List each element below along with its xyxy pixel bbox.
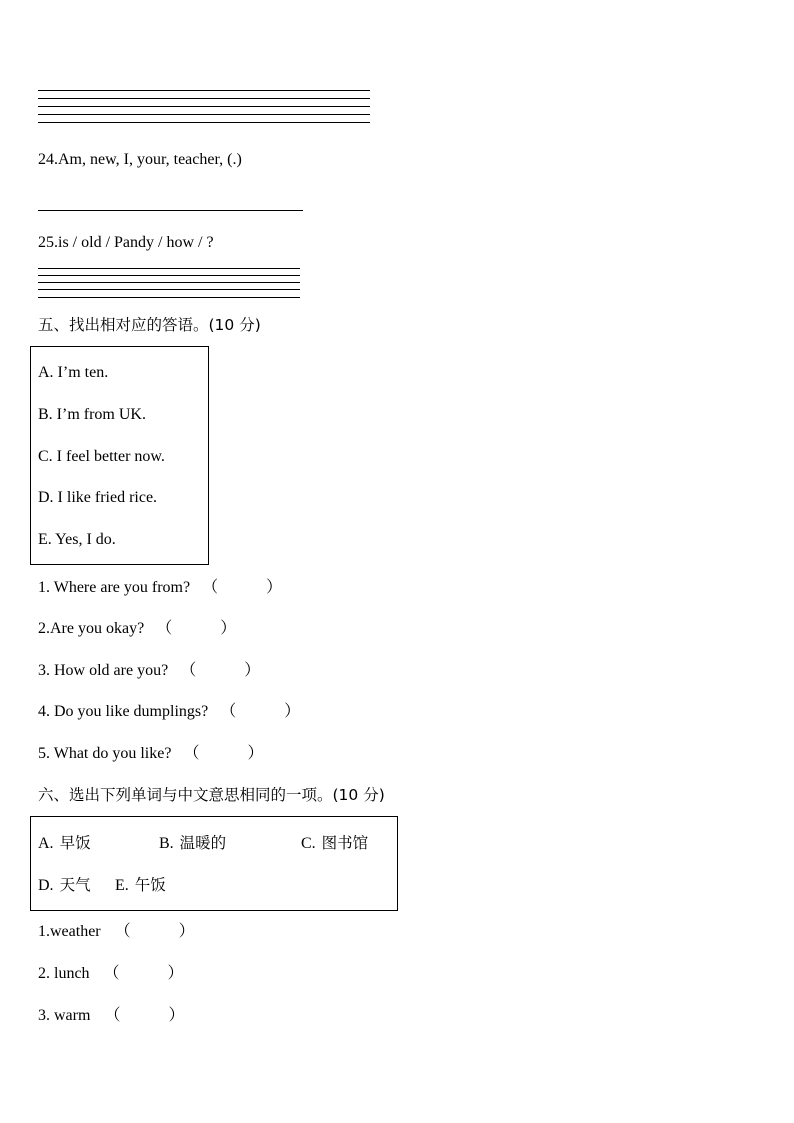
option-e: E. Yes, I do. [38, 531, 116, 548]
answer-line [38, 106, 370, 107]
answer-blank[interactable]: （ ） [183, 745, 264, 762]
answer-line [38, 289, 300, 290]
option-letter: A. [38, 835, 54, 852]
section-5-question-2 [38, 619, 236, 639]
option-meaning: 天气 [59, 876, 91, 894]
option-letter: C. [301, 835, 316, 852]
section-6-question-2 [38, 964, 184, 984]
question-text: 2.Are you okay? [38, 620, 145, 637]
question-text: 3. How old are you? [38, 662, 169, 679]
option-d [38, 875, 91, 896]
answer-line [38, 114, 370, 115]
answer-line [38, 122, 370, 123]
answer-blank[interactable]: （ ） [202, 579, 283, 596]
section-5-question-5 [38, 744, 263, 764]
answer-blank[interactable]: （ ） [104, 1007, 185, 1024]
answer-line [38, 282, 300, 283]
question-text: 4. Do you like dumplings? [38, 703, 209, 720]
section-6-heading: 六、选出下列单词与中文意思相同的一项。(10 分) [38, 786, 385, 804]
option-letter: D. [38, 877, 54, 894]
question-text: 1.weather [38, 923, 101, 940]
option-meaning: 图书馆 [321, 834, 369, 852]
option-d: D. I like fried rice. [38, 489, 158, 506]
answer-line-q24[interactable] [38, 210, 303, 211]
answer-blank[interactable]: （ ） [220, 703, 301, 720]
section-6-options-box [30, 816, 398, 911]
answer-line [38, 275, 300, 276]
section-6-question-3 [38, 1006, 184, 1026]
answer-blank[interactable]: （ ） [156, 620, 237, 637]
option-a [38, 833, 91, 854]
option-e [115, 875, 166, 896]
answer-line [38, 268, 300, 269]
option-meaning: 早饭 [59, 834, 91, 852]
option-a: A. I’m ten. [38, 364, 109, 381]
option-c [301, 833, 368, 854]
option-meaning: 午饭 [134, 876, 166, 894]
question-24: 24.Am, new, I, your, teacher, (.) [38, 151, 242, 168]
option-b [159, 833, 226, 854]
answer-line [38, 98, 370, 99]
answer-blank[interactable]: （ ） [103, 965, 184, 982]
option-letter: B. [159, 835, 174, 852]
answer-blank[interactable]: （ ） [180, 662, 261, 679]
answer-line [38, 90, 370, 91]
option-b: B. I’m from UK. [38, 406, 146, 423]
question-25: 25.is / old / Pandy / how / ? [38, 234, 214, 251]
option-letter: E. [115, 877, 129, 894]
section-6-question-1 [38, 922, 195, 942]
question-text: 5. What do you like? [38, 745, 172, 762]
section-5-question-4 [38, 702, 300, 722]
section-5-heading: 五、找出相对应的答语。(10 分) [38, 316, 261, 334]
section-5-question-3 [38, 661, 260, 681]
question-text: 2. lunch [38, 965, 90, 982]
option-c: C. I feel better now. [38, 448, 165, 465]
option-meaning: 温暖的 [179, 834, 227, 852]
section-5-question-1 [38, 578, 282, 598]
question-text: 3. warm [38, 1007, 91, 1024]
answer-blank[interactable]: （ ） [114, 923, 195, 940]
answer-line [38, 297, 300, 298]
question-text: 1. Where are you from? [38, 579, 191, 596]
